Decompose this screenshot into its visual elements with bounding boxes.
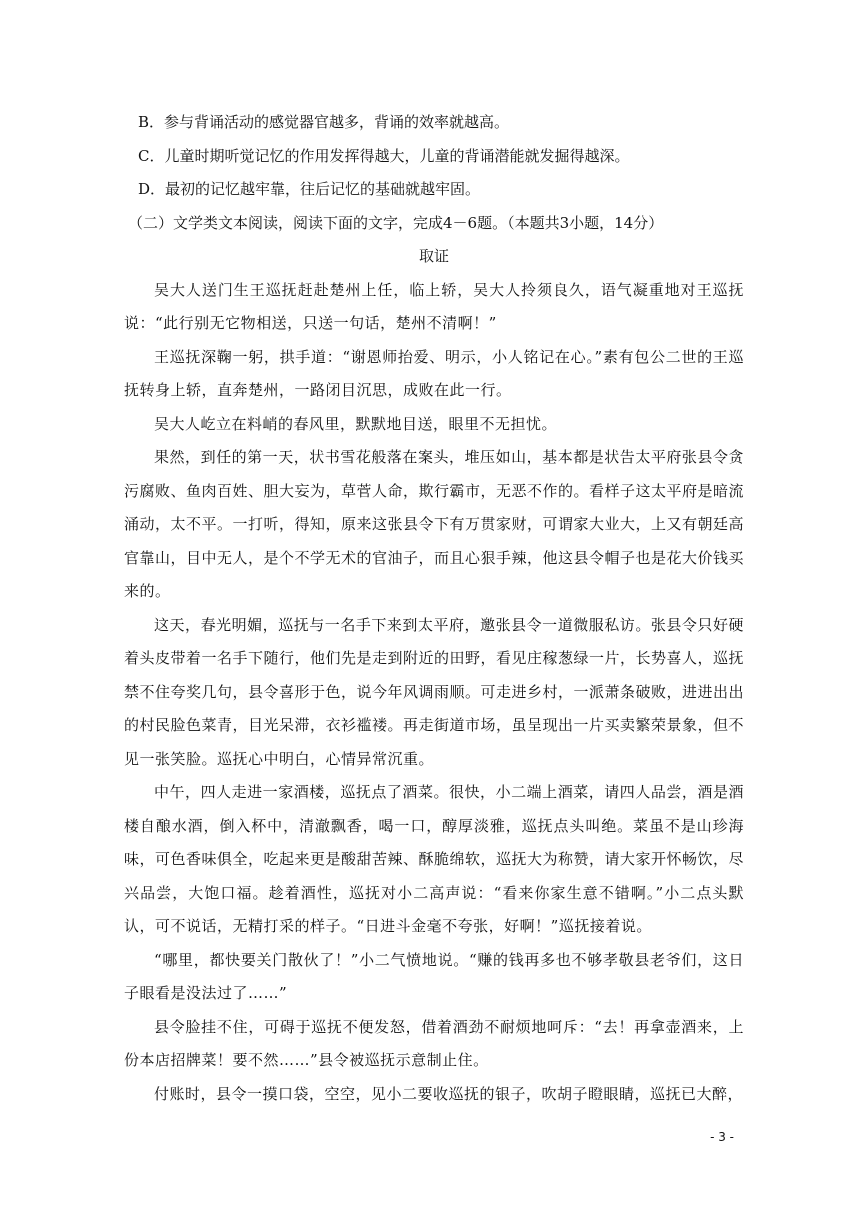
paragraph: 付账时，县令一摸口袋，空空，见小二要收巡抚的银子，吹胡子瞪眼睛，巡抚已大醉， [154,1084,744,1103]
paragraph: 吴大人屹立在料峭的春风里，默默地目送，眼里不无担忧。 [154,414,558,433]
page-number: - 3 - [710,1130,734,1144]
paragraph: 王巡抚深鞠一躬，拱手道：“谢恩师抬爱、明示，小人铭记在心。”素有包公二世的王巡抚转身上轿，直奔楚州，一路闭目沉思，成败在此一行。 [124,347,744,399]
section-heading: （二）文学类文本阅读，阅读下面的文字，完成4－6题。（本题共3小题，14分） [128,213,664,232]
story-title: 取证 [418,247,449,265]
page-content [124,106,744,1111]
paragraph: 果然，到任的第一天，状书雪花般落在案头，堆压如山，基本都是状告太平府张县令贪污腐败、鱼肉百姓、胆大妄为，草菅人命，欺行霸市，无恶不作的。看样子这太平府是暗流涌动，太不平。一打听，得知，原来这张县令下有万贯家财，可谓家大业大，上又有朝廷高官靠山，目中无人，是个不学无术的官油子，而且心狠手辣，他这县令帽子也是花大价钱买来的。 [124,448,745,600]
option-d: D．最初的记忆越牢靠，往后记忆的基础就越牢固。 [138,180,481,198]
option-b: B．参与背诵活动的感觉器官越多，背诵的效率就越高。 [138,113,510,131]
paragraph: 中午，四人走进一家酒楼，巡抚点了酒菜。很快，小二端上酒菜，请四人品尝，酒是酒楼自酿水酒，倒入杯中，清澈飘香，喝一口，醇厚淡雅，巡抚点头叫绝。菜虽不是山珍海味，可色香味俱全，吃起来更是酸甜苦辣、酥脆绵软，巡抚大为称赞，请大家开怀畅饮，尽兴品尝，大饱口福。趁着酒性，巡抚对小二高声说：“看来你家生意不错啊。”小二点头默认，可不说话，无精打采的样子。“日进斗金毫不夸张，好啊！”巡抚接着说。 [124,783,745,935]
paragraph: 县令脸挂不住，可碍于巡抚不便发怒，借着酒劲不耐烦地呵斥：“去！再拿壶酒来，上份本店招牌菜！要不然……”县令被巡抚示意制止住。 [124,1017,744,1069]
paragraph: “哪里，都快要关门散伙了！”小二气愤地说。“赚的钱再多也不够孝敬县老爷们，这日子眼看是没法过了……” [124,950,744,1002]
option-c: C．儿童时期听觉记忆的作用发挥得越大，儿童的背诵潜能就发掘得越深。 [138,146,630,165]
paragraph: 吴大人送门生王巡抚赶赴楚州上任，临上轿，吴大人拎须良久，语气凝重地对王巡抚说：“此行别无它物相送，只送一句话，楚州不清啊！” [124,280,744,332]
paragraph: 这天，春光明媚，巡抚与一名手下来到太平府，邀张县令一道微服私访。张县令只好硬着头皮带着一名手下随行，他们先是走到附近的田野，看见庄稼葱绿一片，长势喜人，巡抚禁不住夸奖几句，县令喜形于色，说今年风调雨顺。可走进乡村，一派萧条破败，进进出出的村民脸色菜青，目光呆滞，衣衫褴褛。再走街道市场，虽呈现出一片买卖繁荣景象，但不见一张笑脸。巡抚心中明白，心情异常沉重。 [124,615,745,768]
